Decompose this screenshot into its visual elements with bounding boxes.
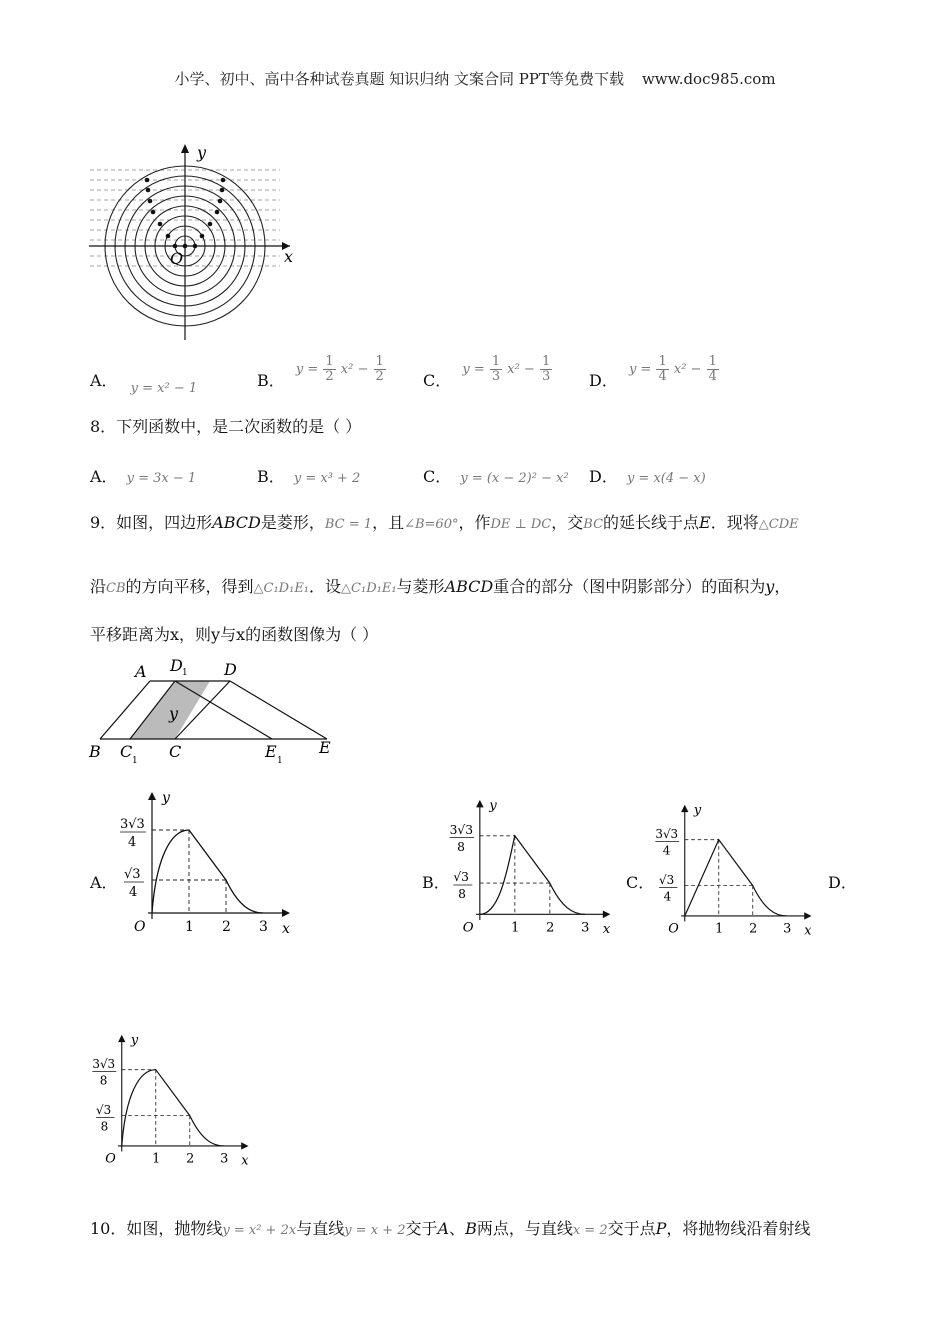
label-den-top: 4 (662, 843, 671, 858)
q7-c-den2: 3 (542, 369, 551, 385)
q9-line-2 (90, 574, 790, 597)
q8-b-letter: B． (257, 467, 285, 486)
q8-stem: 8．下列函数中，是二次函数的是（ ） (90, 417, 362, 436)
q7-d-mid: x² − (673, 362, 702, 378)
q9-l1-a: 9．如图，四边形 (90, 513, 213, 532)
tick-3: 3 (259, 919, 268, 935)
x-arrow (804, 912, 811, 919)
fig-label-d: D (224, 660, 237, 679)
tick-3: 3 (220, 1151, 229, 1167)
q10-m1: y = x² + 2x (222, 1223, 297, 1238)
q9-l1-m4: BC (583, 517, 604, 532)
q9-l1-m1: BC = 1 (324, 517, 373, 532)
q7-y-label: y (197, 143, 207, 162)
label-3sqrt3: 3√3 (655, 826, 679, 841)
fig-label-y: y (169, 704, 179, 723)
q7-option-a[interactable] (90, 368, 198, 396)
function-curve (480, 836, 585, 915)
y-label: y (162, 790, 170, 806)
x-arrow (282, 909, 290, 917)
q7-c-num2: 1 (542, 354, 551, 369)
label-den-top: 8 (457, 839, 465, 854)
x-arrow (603, 911, 611, 919)
q9-option-a[interactable]: A． (90, 873, 118, 892)
y-label: y (489, 798, 497, 814)
y-arrow (148, 792, 156, 800)
q7-c-mid: x² − (507, 362, 535, 378)
label-3sqrt3: 3√3 (120, 817, 145, 832)
label-3sqrt3: 3√3 (92, 1056, 116, 1071)
q10-m3: x = 2 (572, 1223, 608, 1238)
fig-sub-d1: 1 (182, 668, 188, 678)
q9-l2-h: ， (774, 577, 791, 596)
x-label: x (282, 921, 290, 937)
q10-stem (90, 1216, 810, 1239)
q7-d-lhs: y = (628, 362, 652, 378)
q9-l2-m2: △C₁D₁E₁ (253, 581, 310, 596)
q7-concentric-circles-graph (85, 140, 305, 345)
tick-2: 2 (546, 920, 555, 936)
q10-a: 10．如图，抛物线 (90, 1219, 223, 1238)
tick-2: 2 (222, 919, 231, 935)
header-url[interactable]: www.doc985.com (641, 70, 776, 88)
origin-label: O (134, 919, 146, 935)
origin-label: O (105, 1151, 116, 1167)
q9-graph-c (648, 800, 818, 940)
tick-1: 1 (511, 920, 520, 936)
q9-l2-a: 沿 (90, 577, 107, 596)
header-text: 小学、初中、高中各种试卷真题 知识归纳 文案合同 PPT等免费下载 (174, 70, 624, 88)
q10-m2: y = x + 2 (344, 1223, 406, 1238)
y-arrow (118, 1035, 125, 1042)
label-sqrt3: √3 (659, 872, 675, 887)
q9-graph-b (442, 792, 617, 942)
q8-option-d[interactable] (589, 464, 706, 487)
q7-c-lhs: y = (462, 362, 485, 378)
label-den-low: 8 (458, 887, 466, 902)
q10-e: 、 (449, 1219, 466, 1238)
q9-l1-m2: ∠B=60° (404, 517, 459, 532)
q9-l2-y: y (765, 577, 775, 596)
q9-l1-e: ，作 (458, 513, 491, 532)
q9-l1-f: ，交 (551, 513, 584, 532)
q7-c-den1: 3 (491, 369, 501, 385)
q10-g: 两点，与直线 (476, 1219, 573, 1238)
label-sqrt3: √3 (96, 1102, 112, 1117)
q7-b-lhs: y = (295, 362, 319, 378)
q7-d-num1: 1 (658, 354, 667, 369)
q9-graph-d (85, 1030, 255, 1170)
y-label: y (130, 1032, 139, 1048)
q9-l1-e-point: E (699, 513, 711, 532)
tick-3: 3 (581, 920, 590, 936)
label-den-low: 8 (100, 1119, 109, 1134)
q9-l2-d: 与菱形 (396, 577, 445, 596)
tick-2: 2 (749, 921, 758, 937)
q10-point-p: P (655, 1219, 667, 1238)
q9-option-d[interactable]: D． (828, 873, 857, 892)
label-3sqrt3: 3√3 (449, 822, 474, 837)
q9-l1-c: 是菱形， (260, 513, 325, 532)
q9-l2-m3: △C₁D₁E₁ (341, 581, 397, 596)
q7-a-letter: A． (90, 371, 118, 390)
y-arrow (681, 805, 688, 812)
q7-c-letter: C． (423, 371, 452, 391)
q7-option-c[interactable] (423, 354, 553, 391)
fig-label-d1: D (170, 656, 183, 675)
label-den-top: 4 (128, 835, 137, 850)
q9-l1-m5: △CDE (758, 517, 799, 532)
label-den-low: 4 (663, 889, 672, 904)
fig-label-e1: E (265, 742, 277, 761)
q8-a-letter: A． (90, 467, 118, 486)
label-den-low: 4 (129, 885, 138, 900)
q10-point-a: A (437, 1219, 450, 1238)
q7-x-label: x (284, 247, 294, 266)
tick-3: 3 (783, 921, 792, 937)
page-header (0, 68, 950, 89)
x-label: x (804, 923, 812, 939)
q7-b-mid: x² − (340, 362, 369, 378)
q9-line-1 (90, 510, 799, 533)
q7-b-num2: 1 (375, 354, 384, 369)
label-den-top: 8 (99, 1073, 108, 1088)
fig-label-c: C (169, 742, 182, 761)
q8-option-c[interactable] (423, 464, 569, 487)
q9-graph-a (112, 788, 297, 938)
q8-d-letter: D． (589, 467, 618, 486)
q9-l2-c: ．设 (309, 577, 342, 596)
q7-option-b[interactable] (257, 354, 387, 391)
q8-c-letter: C． (423, 467, 452, 486)
origin-label: O (668, 921, 679, 937)
q10-c: 交于 (405, 1219, 438, 1238)
q7-b-letter: B． (257, 371, 285, 391)
fig-label-c1: C (120, 742, 133, 761)
tick-1: 1 (185, 919, 194, 935)
tick-2: 2 (186, 1151, 195, 1167)
q7-d-num2: 1 (708, 354, 717, 369)
q7-b-den1: 2 (325, 369, 334, 385)
function-curve (685, 840, 787, 916)
fig-sub-c1: 1 (132, 756, 138, 766)
y-label: y (693, 802, 702, 818)
q8-c-expr: y = (x − 2)² − x² (460, 471, 569, 486)
q10-j: ，将抛物线沿着射线 (666, 1219, 811, 1238)
y-arrow (476, 800, 484, 808)
q9-l1-abcd: ABCD (212, 513, 261, 532)
q8-a-expr: y = 3x − 1 (126, 471, 197, 486)
x-label: x (602, 922, 611, 938)
q9-l2-m1: CB (106, 581, 126, 596)
q8-option-b[interactable] (257, 464, 360, 487)
q7-b-num1: 1 (325, 354, 334, 369)
q10-point-b: B (465, 1219, 477, 1238)
tick-1: 1 (715, 921, 724, 937)
q7-a-expr: y = x² − 1 (130, 381, 198, 396)
label-sqrt3: √3 (453, 870, 469, 885)
fig-sub-e1: 1 (277, 756, 283, 766)
function-curve (122, 1070, 224, 1146)
fig-label-b: B (89, 742, 101, 761)
q9-rhombus-figure (85, 655, 345, 770)
q8-d-expr: y = x(4 − x) (626, 471, 706, 486)
q7-b-den2: 2 (375, 369, 384, 385)
q9-option-b[interactable]: B． (422, 873, 450, 892)
function-curve (152, 830, 263, 913)
q7-c-num1: 1 (491, 354, 501, 369)
label-sqrt3: √3 (124, 867, 141, 882)
fig-label-e: E (319, 738, 331, 757)
x-label: x (241, 1153, 249, 1169)
tick-1: 1 (152, 1151, 161, 1167)
q8-option-a[interactable] (90, 464, 196, 487)
q9-l1-g: 的延长线于点 (603, 513, 700, 532)
q9-option-c[interactable]: C． (626, 873, 655, 892)
fig-label-a: A (135, 662, 147, 681)
q9-l2-b: 的方向平移，得到 (125, 577, 254, 596)
q9-l1-i: ．现将 (710, 513, 759, 532)
q10-b: 与直线 (296, 1219, 345, 1238)
q7-d-letter: D． (589, 371, 618, 391)
q9-line-3: 平移距离为x，则y与x的函数图像为（ ） (90, 625, 379, 644)
q7-origin-label: O (170, 249, 184, 268)
q7-d-den2: 4 (708, 369, 717, 385)
q8-b-expr: y = x³ + 2 (293, 471, 361, 486)
q9-l2-f: 重合的部分（图中阴影部分）的面积为 (493, 577, 766, 596)
q10-h: 交于点 (607, 1219, 656, 1238)
q9-l2-abcd: ABCD (444, 577, 494, 596)
q7-d-den1: 4 (658, 369, 667, 385)
origin-label: O (462, 920, 474, 936)
q9-l1-d: ，且 (372, 513, 405, 532)
q9-l1-m3: DE ⊥ DC (490, 517, 552, 532)
q7-option-d[interactable] (589, 354, 720, 391)
x-arrow (241, 1142, 248, 1149)
